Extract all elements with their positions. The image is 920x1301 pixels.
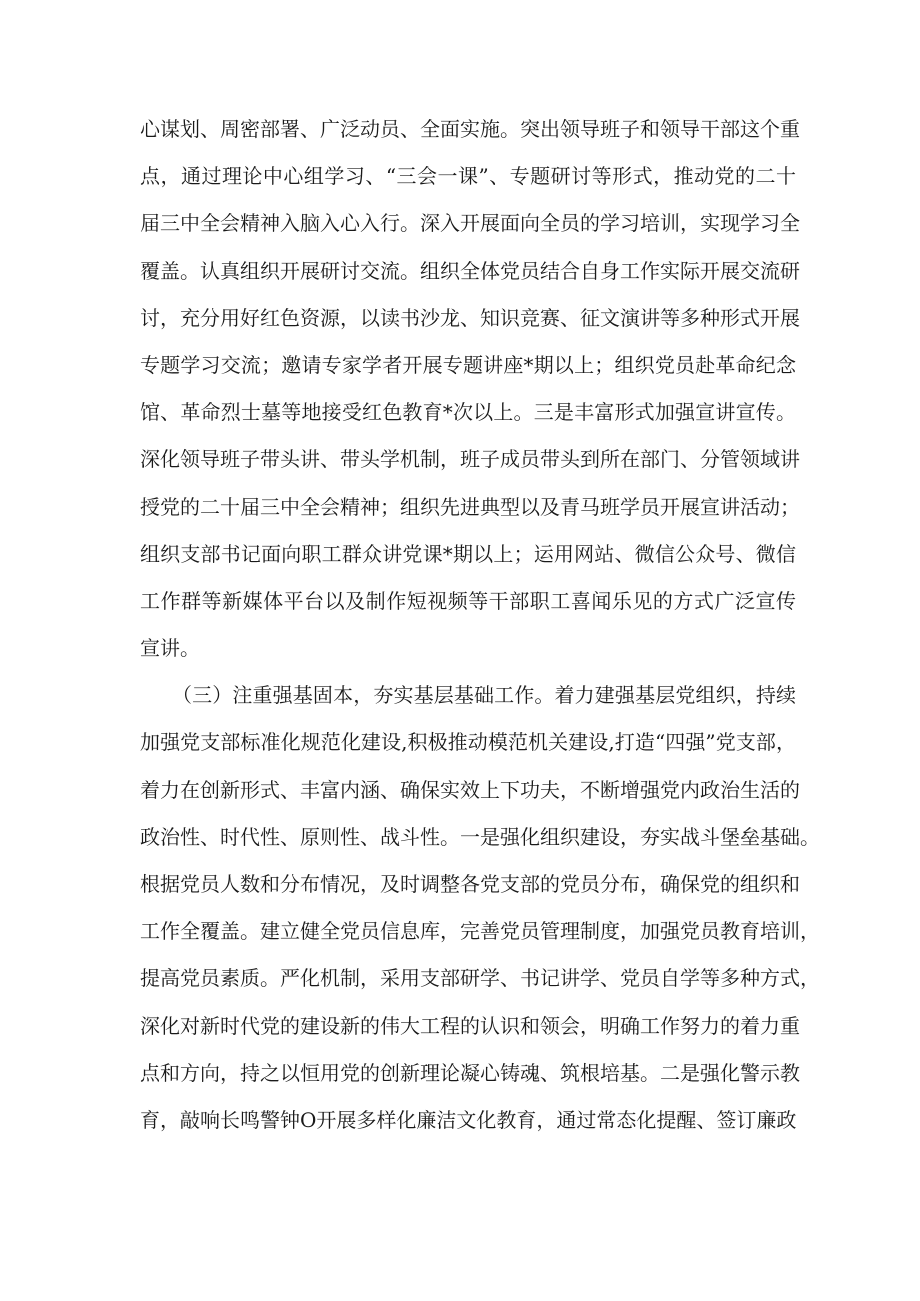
text-line: 馆、革命烈士墓等地接受红色教育*次以上。三是丰富形式加强宣讲宣传。 — [140, 400, 796, 425]
text-line: 组织支部书记面向职工群众讲党课*期以上；运用网站、微信公众号、微信 — [140, 541, 796, 566]
text-line: 点，通过理论中心组学习、“三会一课”、专题研讨等形式，推动党的二十 — [140, 164, 796, 189]
text-line: 讨，充分用好红色资源，以读书沙龙、知识竞赛、征文演讲等多种形式开展 — [140, 305, 800, 330]
text-line: 专题学习交流；邀请专家学者开展专题讲座*期以上；组织党员赴革命纪念 — [140, 352, 796, 377]
text-line: 政治性、时代性、原则性、战斗性。一是强化组织建设，夯实战斗堡垒基础。 — [140, 824, 820, 849]
text-line: 深化领导班子带头讲、带头学机制，班子成员带头到所在部门、分管领域讲 — [140, 447, 800, 472]
text-line: 加强党支部标准化规范化建设,积极推动模范机关建设,打造“四强”党支部， — [140, 730, 796, 755]
text-line: 深化对新时代党的建设新的伟大工程的认识和领会，明确工作努力的着力重 — [140, 1013, 800, 1038]
text-line: 覆盖。认真组织开展研讨交流。组织全体党员结合自身工作实际开展交流研 — [140, 258, 800, 283]
text-line: 工作群等新媒体平台以及制作短视频等干部职工喜闻乐见的方式广泛宣传 — [140, 588, 796, 613]
text-line: 着力在创新形式、丰富内涵、确保实效上下功夫，不断增强党内政治生活的 — [140, 777, 800, 802]
text-line: 心谋划、周密部署、广泛动员、全面实施。突出领导班子和领导干部这个重 — [140, 117, 800, 141]
text-line: 提高党员素质。严化机制，采用支部研学、书记讲学、党员自学等多种方式， — [140, 966, 820, 991]
text-line: 根据党员人数和分布情况，及时调整各党支部的党员分布，确保党的组织和 — [140, 872, 800, 896]
text-line: 工作全覆盖。建立健全党员信息库，完善党员管理制度，加强党员教育培训， — [140, 919, 820, 944]
text-line: 授党的二十届三中全会精神；组织先进典型以及青马班学员开展宣讲活动； — [140, 494, 800, 519]
document-body — [140, 106, 820, 1144]
text-line: 宣讲。 — [140, 636, 200, 661]
section-heading-line: （三）注重强基固本，夯实基层基础工作。着力建强基层党组织，持续 — [172, 683, 796, 708]
text-line: 届三中全会精神入脑入心入行。深入开展面向全员的学习培训，实现学习全 — [140, 211, 800, 236]
text-line: 点和方向，持之以恒用党的创新理论凝心铸魂、筑根培基。二是强化警示教 — [140, 1060, 800, 1085]
text-line: 育，敲响长鸣警钟O开展多样化廉洁文化教育，通过常态化提醒、签订廉政 — [140, 1107, 797, 1132]
